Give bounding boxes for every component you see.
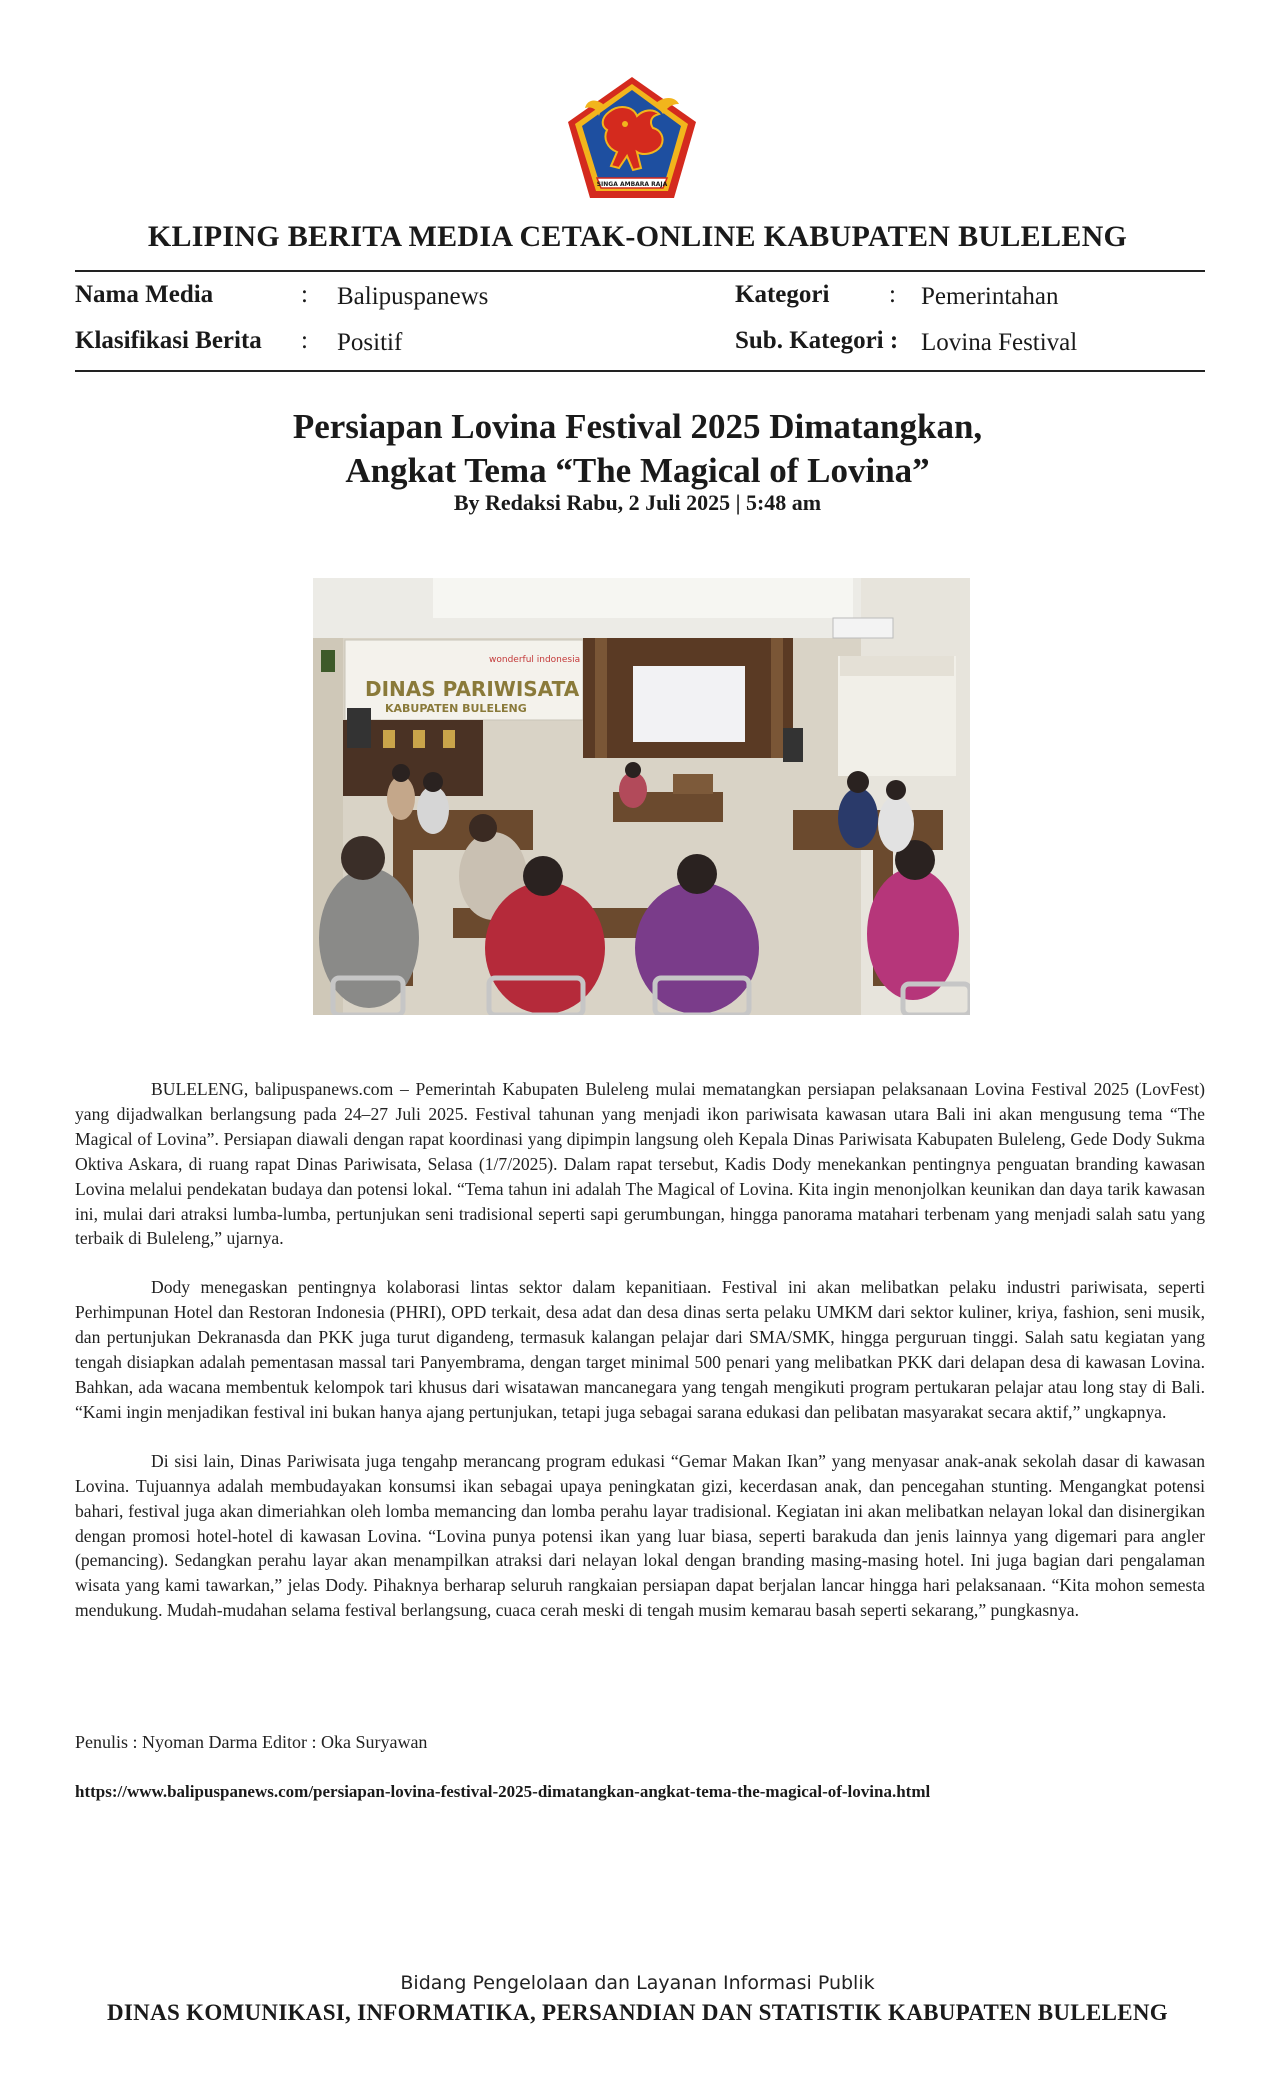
kategori-colon: : xyxy=(889,281,896,308)
bottom-rule xyxy=(75,370,1205,372)
meta-row-media xyxy=(75,281,1205,321)
article-paragraph-2: Dody menegaskan pentingnya kolaborasi lintas sektor dalam kepanitiaan. Festival ini akan melibatkan pelaku industri pariwisata, seperti Perhimpunan Hotel dan Restoran Indonesia (PHRI), OPD terkait, desa adat dan desa dinas serta pelaku UMKM dari sektor kuliner, kriya, fashion, seni musik, dan pertunjukan Dekranasda dan PKK juga turut digandeng, termasuk kalangan pelajar dari SMA/SMK, hingga perguruan tinggi. Salah satu kegiatan yang tengah disiapkan adalah pementasan massal tari Panyembrama, dengan target minimal 500 penari yang melibatkan PKK dari delapan desa di kawasan Lovina. Bahkan, ada wacana membentuk kelompok tari khusus dari wisatawan mancanegara yang tengah mengikuti program pertukaran pelajar atau long stay di Bali. “Kami ingin menjadikan festival ini bukan hanya ajang pertunjukan, tetapi juga sebagai sarana edukasi dan pelibatan masyarakat secara aktif,” ungkapnya. xyxy=(75,1277,1205,1422)
photo-banner-line-1: DINAS PARIWISATA xyxy=(365,677,580,701)
footer-department: Bidang Pengelolaan dan Layanan Informasi Publik xyxy=(400,1972,875,1994)
media-value: Balipuspanews xyxy=(337,283,489,310)
article-photo xyxy=(313,578,970,1015)
meta-row-klasifikasi xyxy=(75,327,1205,367)
klasifikasi-value: Positif xyxy=(337,329,403,356)
source-url: https://www.balipuspanews.com/persiapan-lovina-festival-2025-dimatangkan-angkat-tema-the-magical-of-lovina.html xyxy=(75,1782,931,1801)
buleleng-regency-logo xyxy=(563,74,701,204)
sub-kategori-value: Lovina Festival xyxy=(921,329,1078,356)
sub-kategori-label: Sub. Kategori : xyxy=(735,327,899,354)
top-rule xyxy=(75,270,1205,272)
media-label: Nama Media xyxy=(75,281,214,308)
article-body xyxy=(75,1077,1205,1647)
document-header-title: KLIPING BERITA MEDIA CETAK-ONLINE KABUPATEN BULELENG xyxy=(147,220,1128,253)
media-colon: : xyxy=(301,281,308,308)
klasifikasi-label: Klasifikasi Berita xyxy=(75,327,262,354)
footer-agency: DINAS KOMUNIKASI, INFORMATIKA, PERSANDIAN DAN STATISTIK KABUPATEN BULELENG xyxy=(107,2000,1168,2025)
klasifikasi-colon: : xyxy=(301,327,308,354)
article-title-line-1: Persiapan Lovina Festival 2025 Dimatangkan, xyxy=(292,407,983,446)
article-title-line-2: Angkat Tema “The Magical of Lovina” xyxy=(345,451,930,490)
kategori-label: Kategori xyxy=(735,281,830,308)
logo-motto: SINGA AMBARA RAJA xyxy=(596,181,668,188)
photo-banner-brand: wonderful indonesia xyxy=(489,655,581,665)
article-title xyxy=(0,405,1275,493)
kategori-value: Pemerintahan xyxy=(921,283,1059,310)
article-paragraph-3: Di sisi lain, Dinas Pariwisata juga tengahp merancang program edukasi “Gemar Makan Ikan” yang menyasar anak-anak sekolah dasar di kawasan Lovina. Tujuannya adalah membudayakan konsumsi ikan sebagai upaya peningkatan gizi, kecerdasan anak, dan pencegahan stunting. Mengangkat potensi bahari, festival juga akan dimeriahkan oleh lomba memancing dan lomba perahu layar tradisional. Kegiatan ini akan melibatkan nelayan lokal dan disinergikan dengan promosi hotel-hotel di kawasan Lovina. “Lovina punya potensi ikan yang luar biasa, seperti barakuda dan jenis lainnya yang digemari para angler (pemancing). Sedangkan perahu layar akan menampilkan atraksi dari nelayan lokal dengan branding masing-masing hotel. Ini juga bagian dari pengalaman wisata yang kami tawarkan,” jelas Dody. Pihaknya berharap seluruh rangkaian persiapan dapat berjalan lancar hingga hari pelaksanaan. “Kita mohon semesta mendukung. Mudah-mudahan selama festival berlangsung, cuaca cerah meski di tengah musim kemarau basah seperti sekarang,” pungkasnya. xyxy=(75,1450,1205,1621)
article-byline: By Redaksi Rabu, 2 Juli 2025 | 5:48 am xyxy=(453,490,822,515)
article-credits: Penulis : Nyoman Darma Editor : Oka Suryawan xyxy=(75,1732,428,1752)
photo-banner-line-2: KABUPATEN BULELENG xyxy=(385,702,527,715)
article-paragraph-1: BULELENG, balipuspanews.com – Pemerintah Kabupaten Buleleng mulai mematangkan persiapan pelaksanaan Lovina Festival 2025 (LovFest) yang dijadwalkan berlangsung pada 24–27 Juli 2025. Festival tahunan yang menjadi ikon pariwisata kawasan utara Bali ini akan mengusung tema “The Magical of Lovina”. Persiapan diawali dengan rapat koordinasi yang dipimpin langsung oleh Kepala Dinas Pariwisata Kabupaten Buleleng, Gede Dody Sukma Oktiva Askara, di ruang rapat Dinas Pariwisata, Selasa (1/7/2025). Dalam rapat tersebut, Kadis Dody menekankan pentingnya penguatan branding kawasan Lovina melalui pendekatan budaya dan potensi lokal. “Tema tahun ini adalah The Magical of Lovina. Kita ingin menonjolkan keunikan dan daya tarik kawasan ini, mulai dari atraksi lumba-lumba, pertunjukan seni tradisional seperti sapi gerumbungan, hingga panorama matahari terbenam yang menjadi salah satu yang terbaik di Buleleng,” ujarnya. xyxy=(75,1079,1205,1249)
